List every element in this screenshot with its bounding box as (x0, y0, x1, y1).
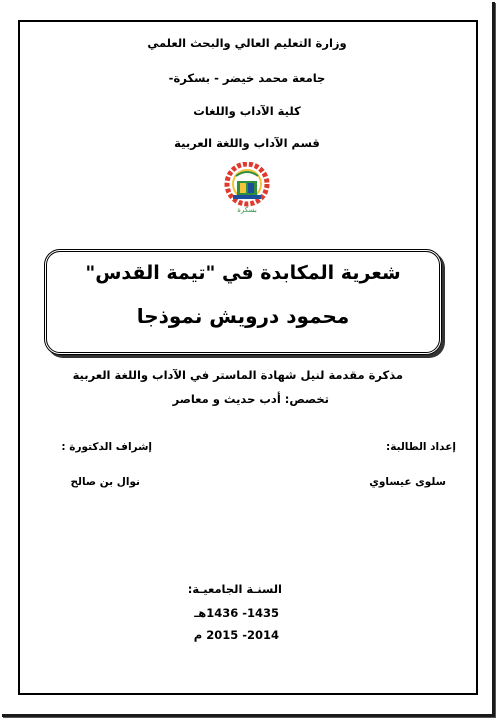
thesis-specialty: تخصص: أدب حديث و معاصر (172, 392, 329, 406)
logo-caption: بسكرة (237, 206, 257, 214)
student-name: سلوى عيساوي (369, 476, 446, 488)
supervisor-name: نوال بن صالح (70, 476, 140, 488)
thesis-description: مذكرة مقدمة لنيل شهادة الماستر في الآداب واللغة العربية (72, 368, 403, 382)
document-page (2, 2, 495, 717)
academic-year-label: السنـة الجامعيـة: (187, 582, 282, 596)
department-name: قسم الآداب واللغة العربية (174, 136, 320, 150)
academic-year-gregorian: 2014- 2015 م (193, 628, 279, 642)
thesis-title-line-1: شعرية المكابدة في "تيمة القدس" (85, 262, 401, 284)
university-logo-icon (223, 162, 271, 224)
university-name: جامعة محمد خيضر - بسكرة- (168, 71, 326, 85)
thesis-title-line-2: محمود درويش نموذجا (136, 304, 350, 328)
supervisor-label: إشراف الدكتورة : (61, 441, 152, 453)
academic-year-hijri: 1435- 1436هـ (194, 606, 279, 620)
title-box (44, 249, 442, 355)
student-label: إعداد الطالبة: (386, 441, 456, 453)
ministry-name: وزارة التعليم العالي والبحث العلمي (147, 36, 347, 50)
faculty-name: كلية الآداب واللغات (193, 104, 301, 118)
